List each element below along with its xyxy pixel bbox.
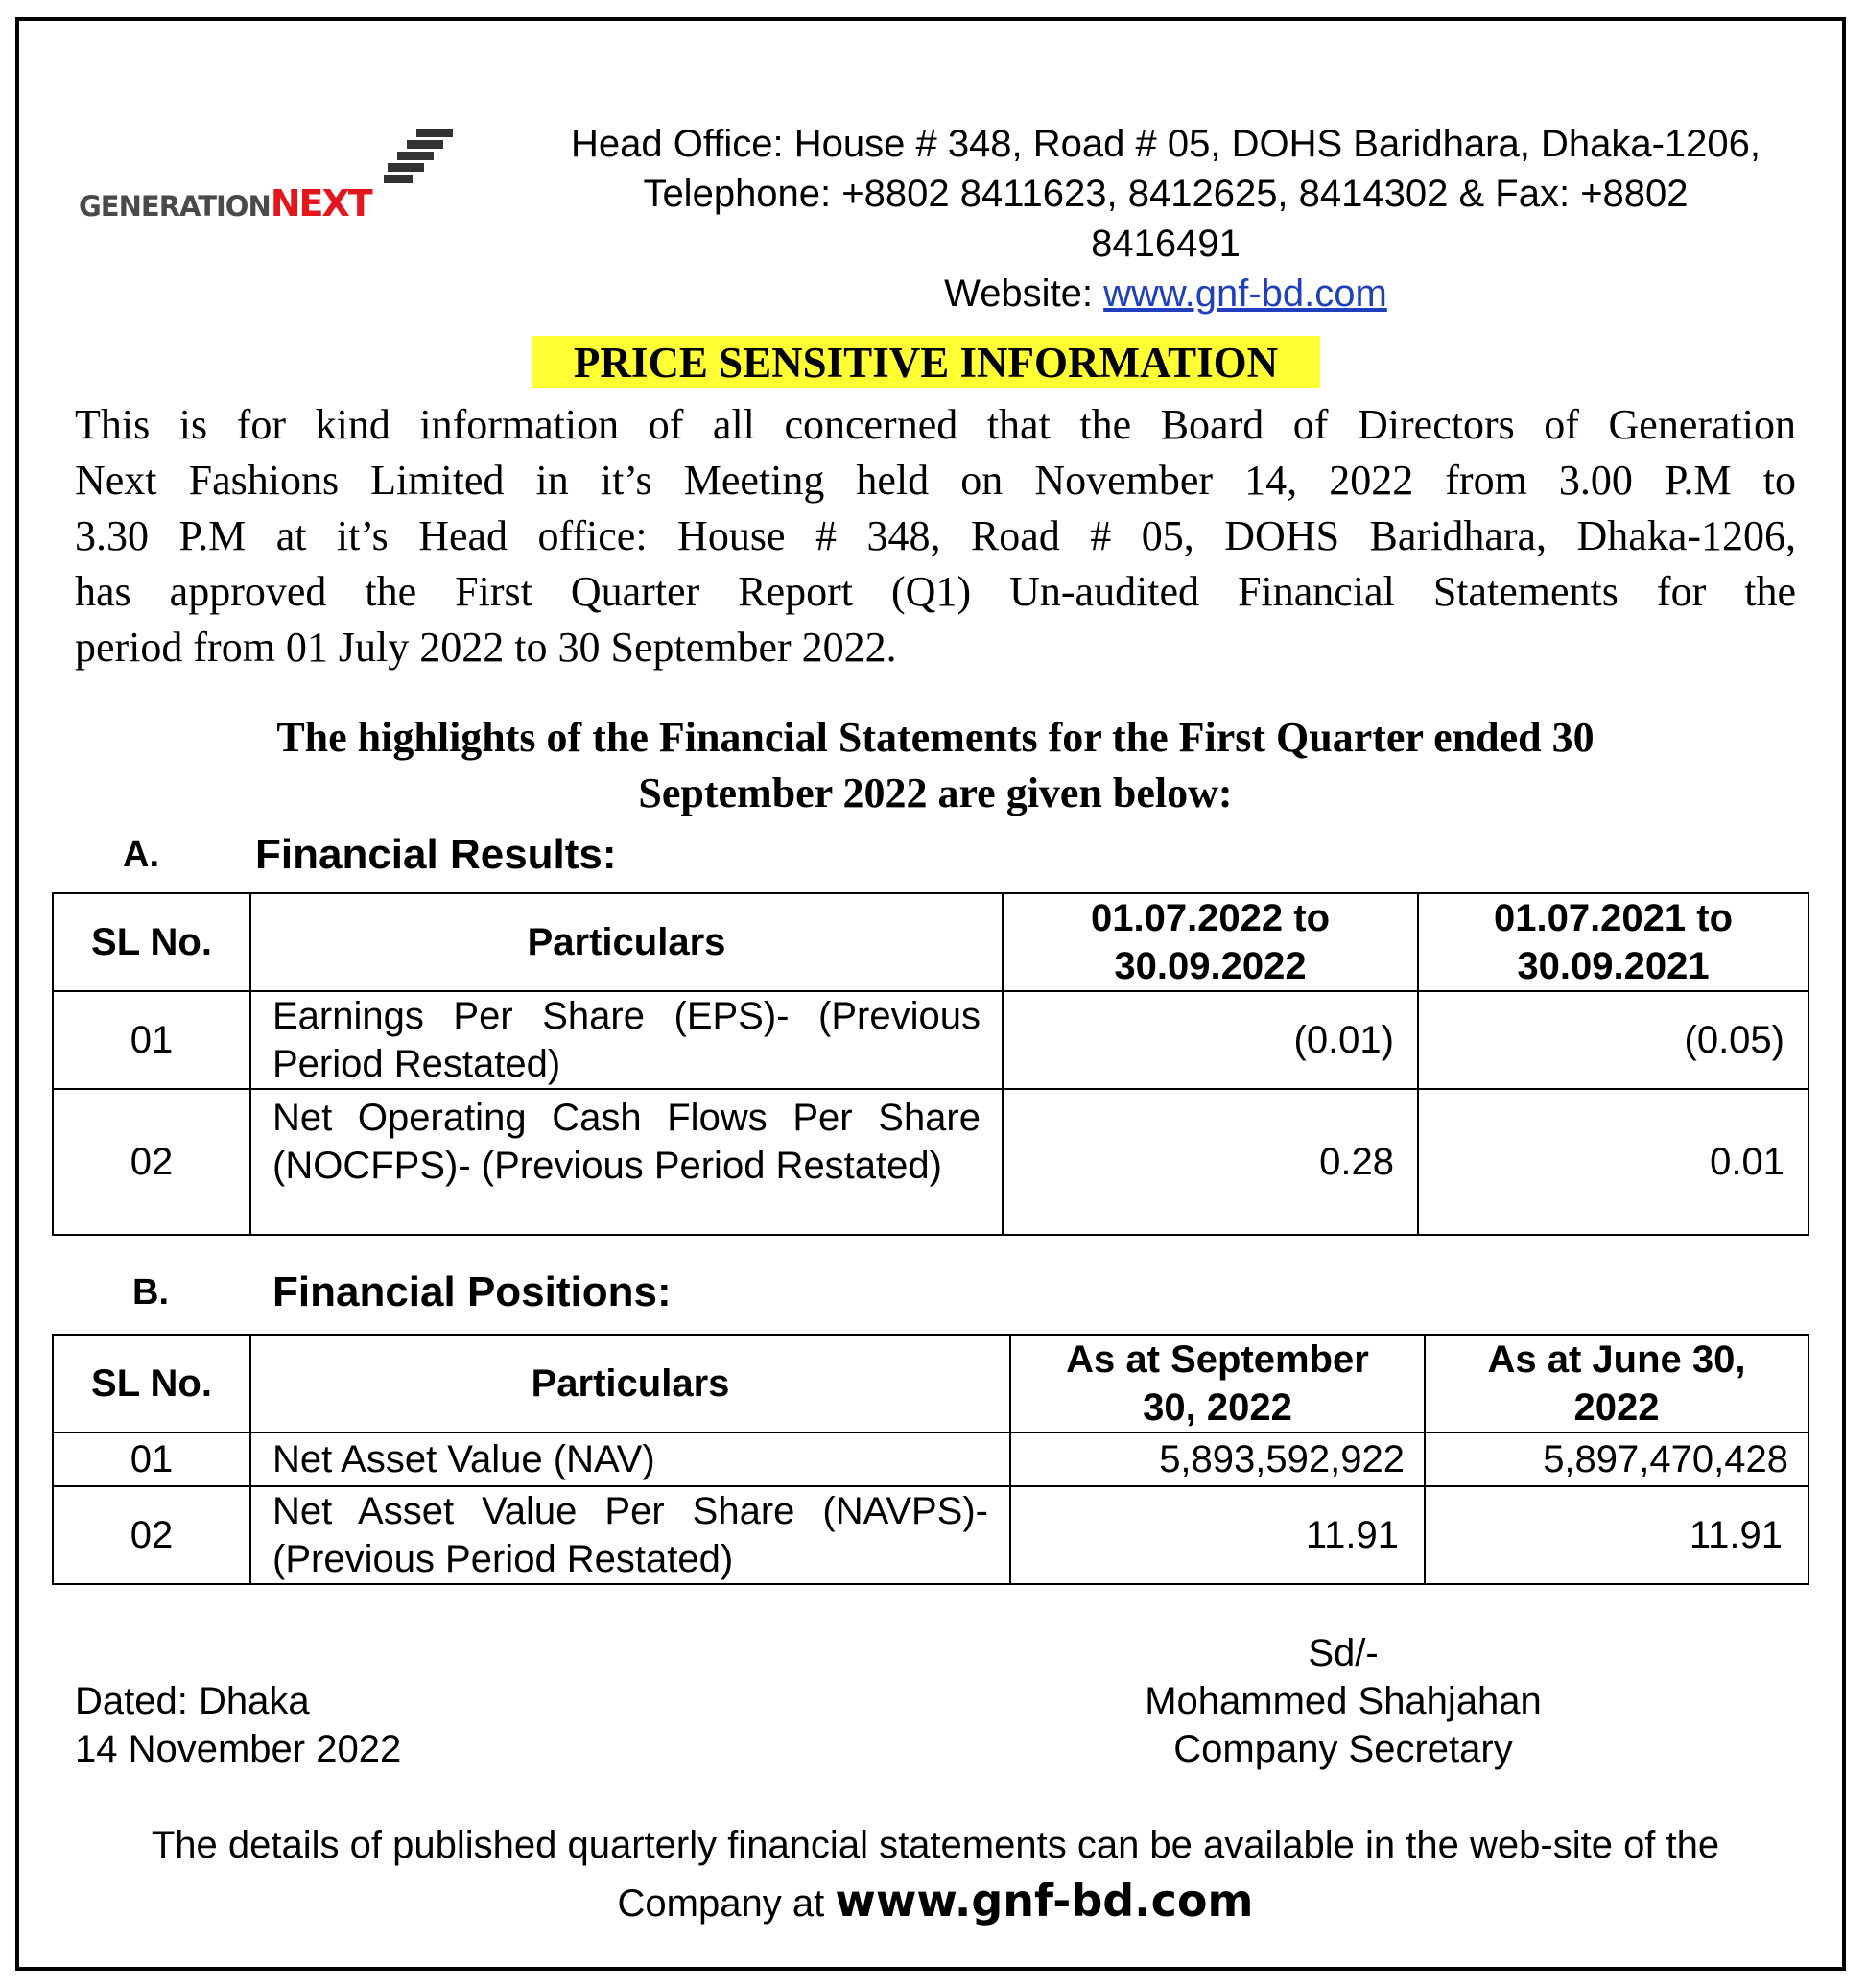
section-b-title: Financial Positions: [272,1268,672,1315]
website-link[interactable]: www.gnf-bd.com [1103,272,1387,315]
table-row [53,1432,1808,1486]
details-line-1: The details of published quarterly financial statements can be available in the web-site of the [151,1824,1720,1866]
current-value-cell: 0.28 [1003,1089,1418,1235]
details-note [75,1817,1796,1931]
financial-results-table [52,892,1809,1236]
intro-line: has approved the First Quarter Report (Q1) Un-audited Financial Statements for the [75,568,1796,615]
previous-value-cell: (0.05) [1418,991,1808,1089]
sl-cell: 01 [53,991,250,1089]
logo-text-next: NEXT [270,182,371,225]
dated-date: 14 November 2022 [75,1728,402,1770]
intro-line: 3.30 P.M at it’s Head office: House # 348, Road # 05, DOHS Baridhara, Dhaka-1206, [75,512,1796,559]
signature-mark: Sd/- [1308,1632,1379,1674]
sl-cell: 01 [53,1432,250,1486]
intro-paragraph [75,397,1796,675]
table-header-row [53,1335,1808,1432]
dated-block [75,1677,401,1773]
logo-stairs-graphic [384,129,453,186]
telephone-fax: Telephone: +8802 8411623, 8412625, 8414302 & Fax: +8802 [643,173,1689,215]
website-label: Website: [944,272,1104,315]
column-header-sl: SL No. [53,893,250,991]
section-a-letter: A. [123,835,159,875]
signatory-block [1055,1629,1631,1773]
column-header-current-period: 01.07.2022 to 30.09.2022 [1003,893,1418,991]
column-header-june: As at June 30, 2022 [1425,1335,1808,1432]
highlights-heading [75,710,1796,821]
details-website-link[interactable]: www.gnf-bd.com [835,1875,1254,1927]
table-row [53,1486,1808,1584]
particulars-cell: Net Asset Value Per Share (NAVPS)- (Previous Period Restated) [250,1486,1010,1584]
website-line [499,269,1832,319]
particulars-cell: Earnings Per Share (EPS)- (Previous Period Restated) [250,991,1003,1089]
financial-positions-table [52,1334,1809,1585]
column-header-particulars: Particulars [250,1335,1010,1432]
previous-value-cell: 0.01 [1418,1089,1808,1235]
current-value-cell: 5,893,592,922 [1010,1432,1425,1486]
column-header-september: As at September 30, 2022 [1010,1335,1425,1432]
signatory-name: Mohammed Shahjahan [1145,1680,1542,1722]
table-row [53,991,1808,1089]
section-b-letter: B. [132,1272,169,1313]
sl-cell: 02 [53,1486,250,1584]
sl-cell: 02 [53,1089,250,1235]
previous-value-cell: 5,897,470,428 [1425,1432,1808,1486]
current-value-cell: (0.01) [1003,991,1418,1089]
table-row [53,1089,1808,1235]
intro-line: This is for kind information of all concerned that the Board of Directors of Generation [75,401,1796,448]
particulars-cell: Net Asset Value (NAV) [250,1432,1010,1486]
intro-line: period from 01 July 2022 to 30 September 2022. [75,624,897,671]
logo-text-generation: GENERATION [79,190,271,223]
section-a-title: Financial Results: [255,831,617,878]
details-prefix: Company at [617,1882,836,1925]
current-value-cell: 11.91 [1010,1486,1425,1584]
price-sensitive-title: PRICE SENSITIVE INFORMATION [532,336,1320,388]
fax-continued: 8416491 [1091,223,1241,265]
dated-place: Dated: Dhaka [75,1680,310,1722]
table-header-row [53,893,1808,991]
head-office-address: Head Office: House # 348, Road # 05, DOHS Baridhara, Dhaka-1206, [571,123,1761,165]
highlights-line-1: The highlights of the Financial Statements for the First Quarter ended 30 [276,714,1595,761]
particulars-cell: Net Operating Cash Flows Per Share (NOCFPS)- (Previous Period Restated) [250,1089,1003,1235]
previous-value-cell: 11.91 [1425,1486,1808,1584]
intro-line: Next Fashions Limited in it’s Meeting held on November 14, 2022 from 3.00 P.M to [75,457,1796,504]
signatory-designation: Company Secretary [1173,1728,1513,1770]
company-logo [79,129,453,225]
column-header-previous-period: 01.07.2021 to 30.09.2021 [1418,893,1808,991]
column-header-particulars: Particulars [250,893,1003,991]
highlights-line-2: September 2022 are given below: [638,769,1233,816]
column-header-sl: SL No. [53,1335,250,1432]
details-line-2 [75,1873,1796,1931]
